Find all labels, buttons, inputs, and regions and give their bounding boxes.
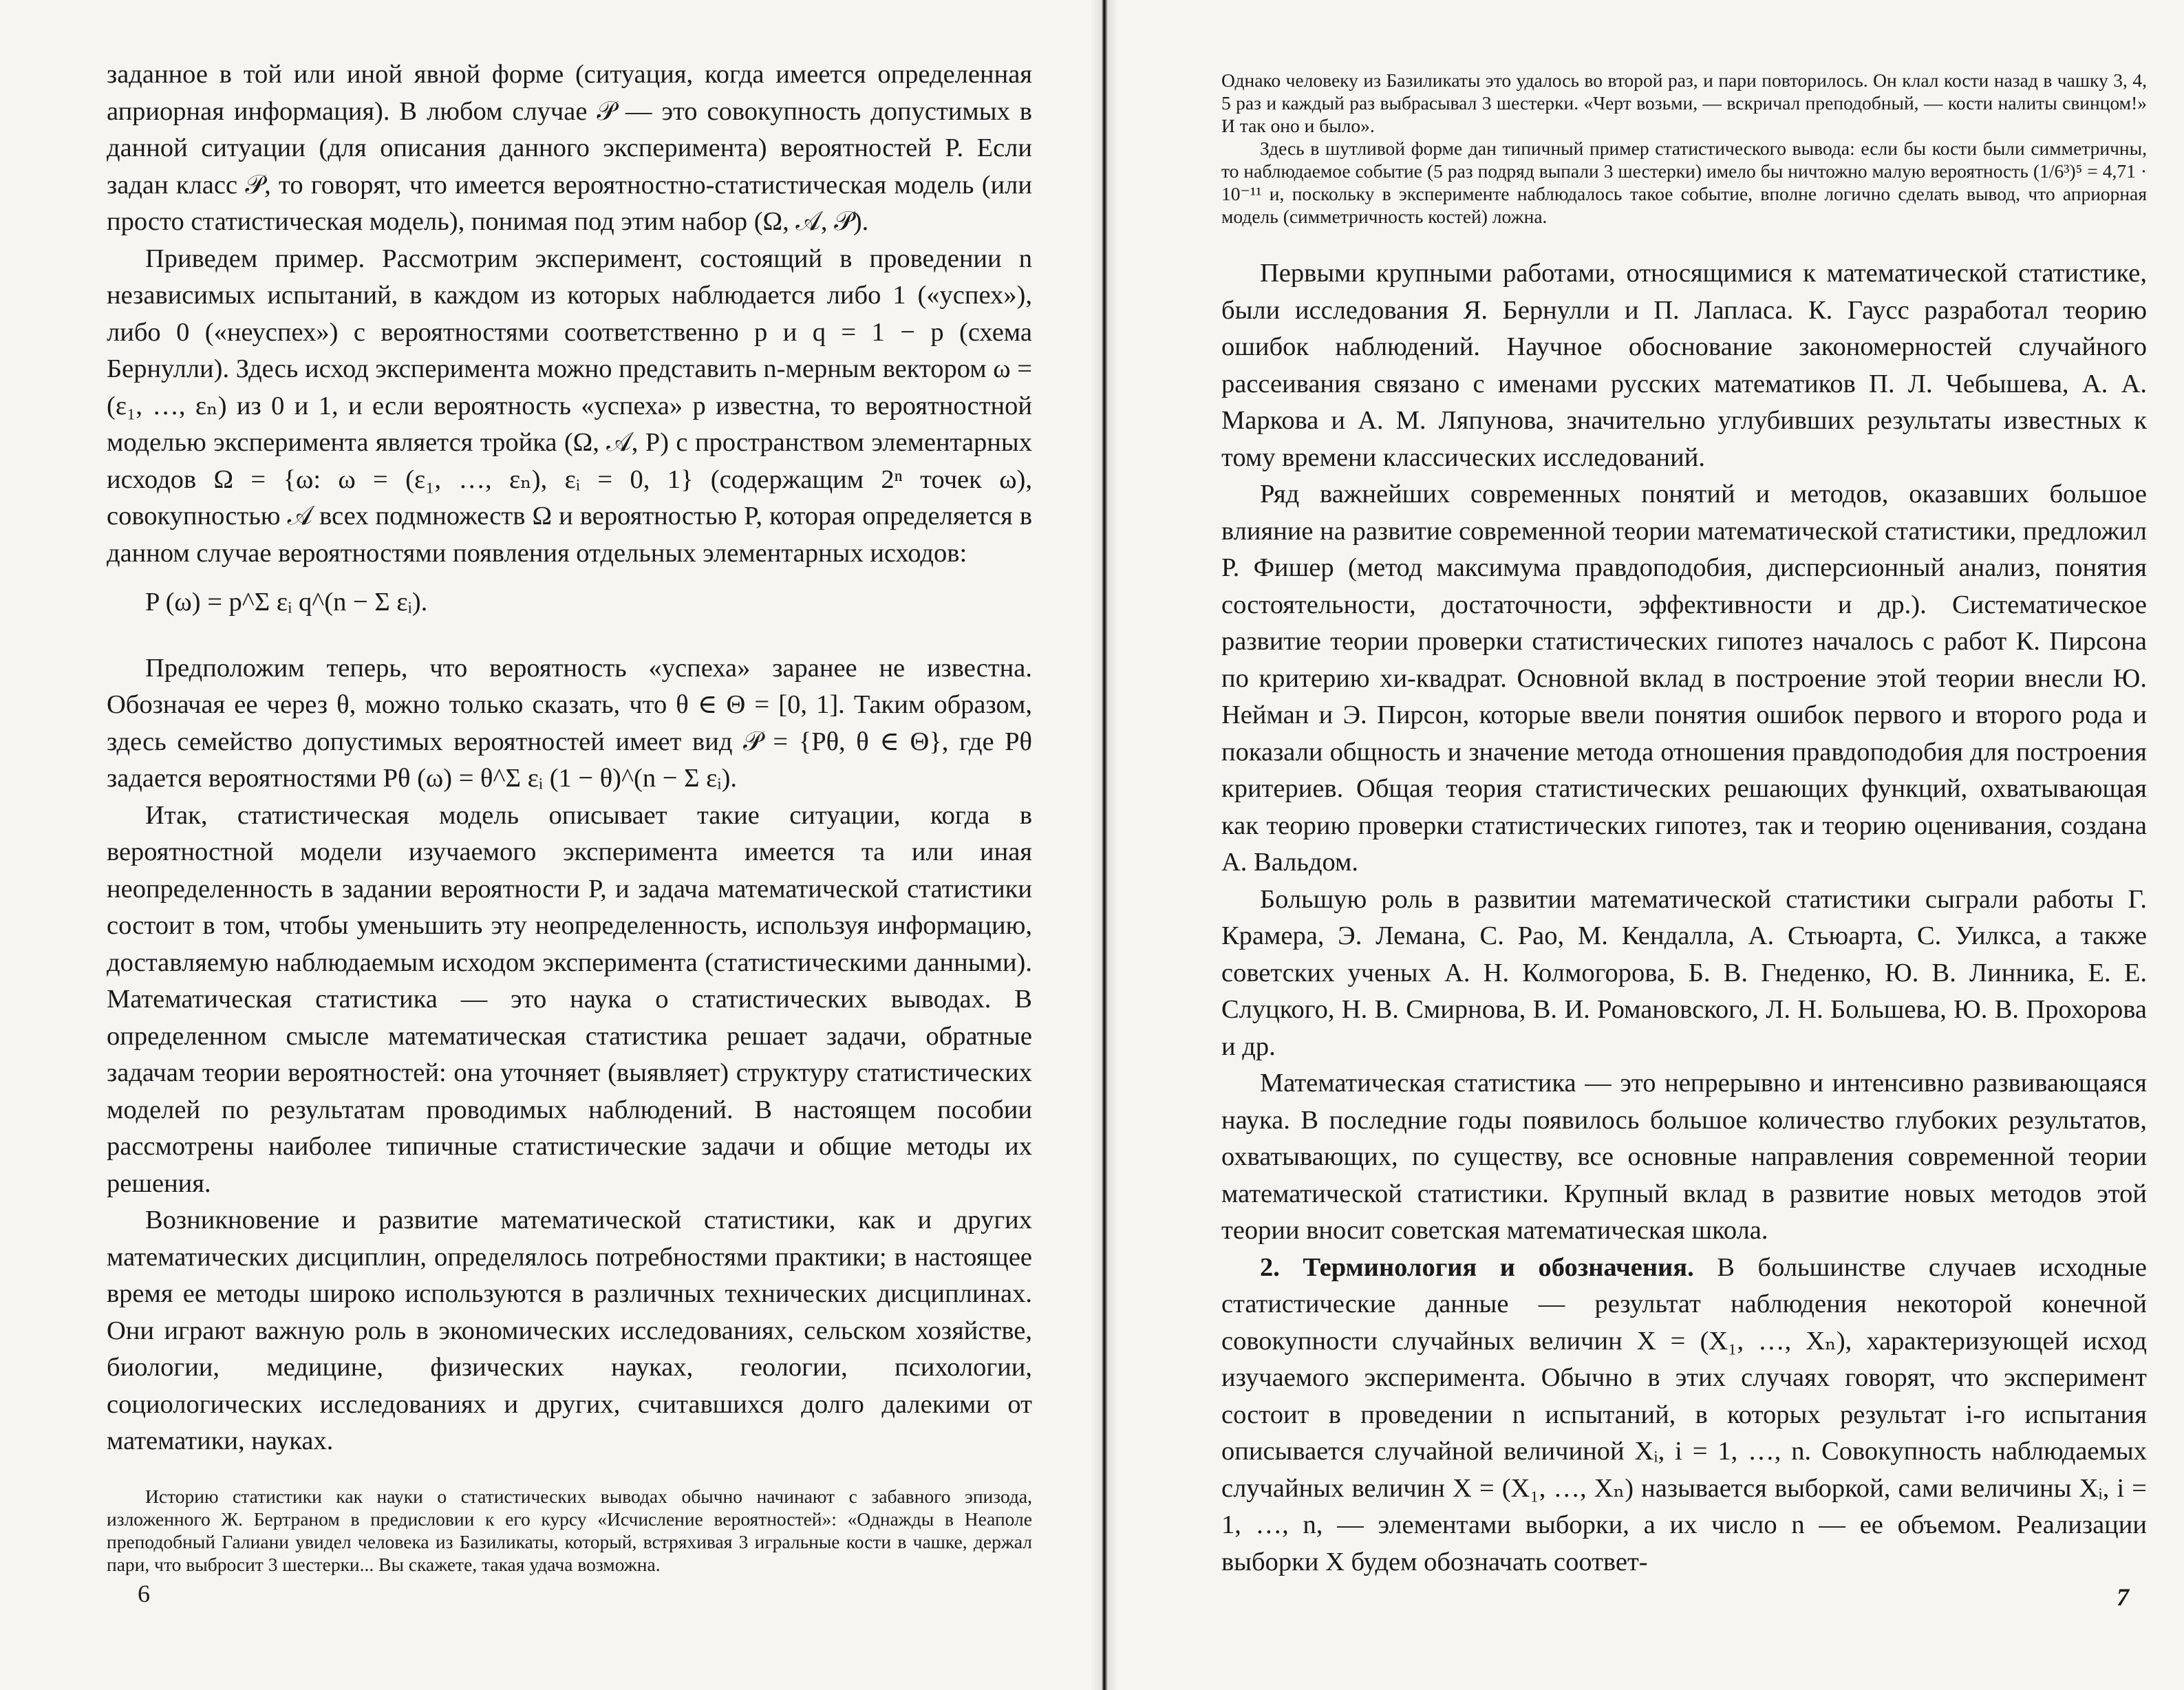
section-text: В большинстве случаев исходные статистические данные — результат наблюдения некоторой конечной совокупности случайных величин X = (X₁, …, Xₙ), характеризующей исход изучаемого эксперимента. Обычно в этих случаях говорят, что эксперимент состоит в проведении n испытаний, в которых результат i-го испытания описывается случайной величиной Xᵢ, i = 1, …, n. Совокупность наблюдаемых случайных величин X = (X₁, …, Xₙ) называется выборкой, сами величины Xᵢ, i = 1, …, n, — элементами выборки, а их число n — ее объемом. Реализации выборки X будем обозначать соответ- <box>1221 1252 2147 1576</box>
footnote-text: Однако человеку из Базиликаты это удалось во второй раз, и пари повторилось. Он клал кости назад в чашку 3, 4, 5 раз и каждый раз выбрасывал 3 шестерки. «Черт возьми, — вскричал преподобный, — кости налиты свинцом!» И так оно и было». <box>1221 69 2147 136</box>
right-column <box>1221 69 2147 1581</box>
footnote <box>107 1485 1032 1576</box>
paragraph: Возникновение и развитие математической статистики, как и других математических дисциплин, определялось потребностями практики; в настоящее время ее методы широко используются в различных технических дисциплинах. Они играют важную роль в экономических исследованиях, сельском хозяйстве, биологии, медицине, физических науках, геологии, психологии, социологических исследованиях и других, считавшихся долго далекими от математики, науках. <box>107 1206 1032 1455</box>
paragraph: Итак, статистическая модель описывает такие ситуации, когда в вероятностной модели изучаемого эксперимента имеется та или иная неопределенность в задании вероятности P, и задача математической статистики состоит в том, чтобы уменьшить эту неопределенность, используя информацию, доставляемую наблюдаемым исходом эксперимента (статистическими данными). Математическая статистика — это наука о статистических выводах. В определенном смысле математическая статистика решает задачи, обратные задачам теории вероятностей: она уточняет (выявляет) структуру статистических моделей по результатам проводимых наблюдений. В настоящем пособии рассмотрены наиболее типичные статистические задачи и общие методы их решения. <box>107 800 1032 1198</box>
paragraph: Ряд важнейших современных понятий и методов, оказавших большое влияние на развитие современной теории математической статистики, предложил Р. Фишер (метод максимума правдоподобия, дисперсионный анализ, понятия состоятельности, достаточности, эффективности и др.). Систематическое развитие теории проверки статистических гипотез началось с работ К. Пирсона по критерию хи-квадрат. Основной вклад в построение этой теории внесли Ю. Нейман и Э. Пирсон, которые ввели понятия ошибок первого и второго рода и показали общность и значение метода отношения правдоподобия для построения критериев. Общая теория статистических решающих функций, охватывающая как теорию проверки статистических гипотез, так и теорию оценивания, создана А. Вальдом. <box>1221 480 2147 877</box>
right-body <box>1221 255 2147 1581</box>
paragraph: Приведем пример. Рассмотрим эксперимент, состоящий в проведении n независимых испытаний, в каждом из которых наблюдается либо 1 («успех»), либо 0 («неуспех») с вероятностями соответственно p и q = 1 − p (схема Бернулли). Здесь исход эксперимента можно представить n-мерным вектором ω = (ε₁, …, εₙ) из 0 и 1, и если вероятность «успеха» p известна, то вероятностной моделью эксперимента является тройка (Ω, 𝒜, P) с пространством элементарных исходов Ω = {ω: ω = (ε₁, …, εₙ), εᵢ = 0, 1} (содержащим 2ⁿ точек ω), совокупностью 𝒜 всех подмножеств Ω и вероятностью P, которая определяется в данном случае вероятностями появления отдельных элементарных исходов: <box>107 244 1032 568</box>
paragraph: заданное в той или иной явной форме (ситуация, когда имеется определенная априорная информация). В любом случае 𝒫 — это совокупность допустимых в данной ситуации (для описания данного эксперимента) вероятностей P. Если задан класс 𝒫, то говорят, что имеется вероятностно-статистическая модель (или просто статистическая модель), понимая под этим набор (Ω, 𝒜, 𝒫). <box>107 60 1032 236</box>
page-number: 7 <box>2117 1583 2129 1611</box>
left-column <box>107 56 1032 1576</box>
section-heading: 2. Терминология и обозначения. <box>1260 1252 1694 1282</box>
paragraph: Математическая статистика — это непрерывно и интенсивно развивающаяся наука. В последние годы появилось большое количество глубоких результатов, охватывающих, по существу, все основные направления современной теории математической статистики. Крупный вклад в развитие новых методов этой теории вносит советская математическая школа. <box>1221 1069 2147 1245</box>
right-page <box>1101 0 2184 1690</box>
paragraph: Предположим теперь, что вероятность «успеха» заранее не известна. Обозначая ее через θ, можно только сказать, что θ ∈ Θ = [0, 1]. Таким образом, здесь семейство допустимых вероятностей имеет вид 𝒫 = {Pθ, θ ∈ Θ}, где Pθ задается вероятностями Pθ (ω) = θ^Σ εᵢ (1 − θ)^(n − Σ εᵢ). <box>107 653 1032 793</box>
footnote-text: Здесь в шутливой форме дан типичный пример статистического вывода: если бы кости были симметричны, то наблюдаемое событие (5 раз подряд выпали 3 шестерки) имело бы ничтожно малую вероятность (1/6³)⁵ = 4,71 · 10⁻¹¹ и, поскольку в эксперименте наблюдалось такое событие, вполне логично сделать вывод, что априорная модель (симметричность костей) ложна. <box>1221 138 2147 227</box>
footnote-text: Историю статистики как науки о статистических выводах обычно начинают с забавного эпизода, изложенного Ж. Бертраном в предисловии к его курсу «Исчисление вероятностей»: «Однажды в Неаполе преподобный Галиани увидел человека из Базиликаты, который, встряхивая 3 игральные кости в чашке, держал пари, что выбросит 3 шестерки... Вы скажете, такая удача возможна. <box>107 1485 1032 1575</box>
footnote-continued <box>1221 69 2147 228</box>
section-paragraph <box>1221 1250 2147 1581</box>
paragraph: Большую роль в развитии математической статистики сыграли работы Г. Крамера, Э. Лемана, С. Рао, М. Кендалла, А. Стьюарта, С. Уилкса, а также советских ученых А. Н. Колмогорова, Б. В. Гнеденко, Ю. В. Линника, Е. Е. Слуцкого, Н. В. Смирнова, В. И. Романовского, Л. Н. Большева, Ю. В. Прохорова и др. <box>1221 884 2147 1061</box>
left-body <box>107 56 1032 1460</box>
formula: P (ω) = p^Σ εᵢ q^(n − Σ εᵢ). <box>145 588 428 617</box>
page-number: 6 <box>138 1580 150 1607</box>
paragraph: Первыми крупными работами, относящимися к математической статистике, были исследования Я. Бернулли и П. Лапласа. К. Гаусс разработал теорию ошибок наблюдений. Научное обоснование закономерностей случайного рассеивания связано с именами русских математиков П. Л. Чебышева, А. А. Маркова и А. М. Ляпунова, значительно углубивших результаты известных к тому времени классических исследований. <box>1221 259 2147 472</box>
